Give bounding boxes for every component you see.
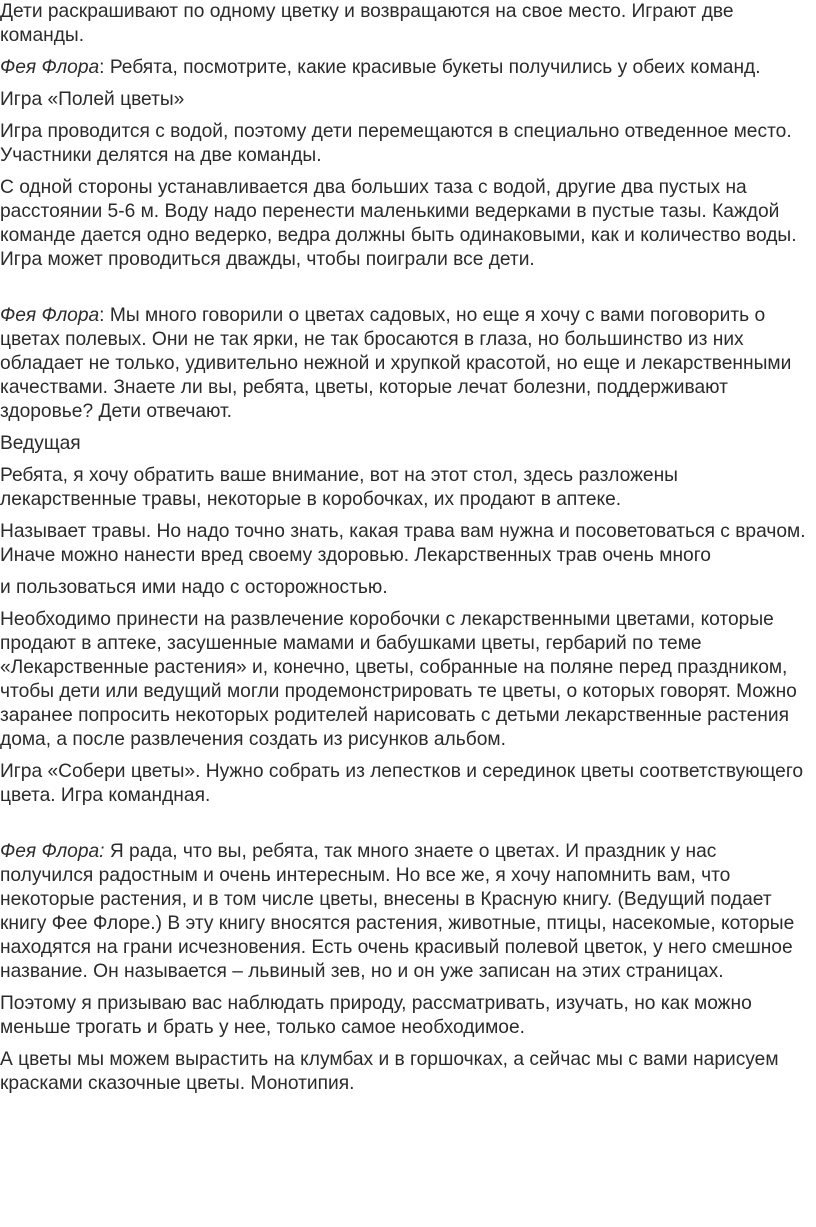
paragraph bbox=[0, 56, 814, 80]
paragraph-text: Необходимо принести на развлечение коробочки с лекарственными цветами, которые продают в аптеке, засушенные мамами и бабушками цветы, гербарий по теме «Лекарственные растения» и, конечно, цветы, собранные на поляне перед праздником, чтобы дети или ведущий могли продемонстрировать те цветы, о которых говорят. Можно заранее попросить некоторых родителей нарисовать с детьми лекарственные растения дома, а после развлечения создать из рисунков альбом. bbox=[0, 609, 797, 750]
paragraph bbox=[0, 176, 814, 272]
speaker-name: Фея Флора: bbox=[0, 841, 105, 862]
paragraph-text: : Ребята, посмотрите, какие красивые букеты получились у обеих команд. bbox=[99, 57, 761, 78]
paragraph-text: С одной стороны устанавливается два больших таза с водой, другие два пустых на расстоянии 5-6 м. Воду надо перенести маленькими ведерками в пустые тазы. Каждой команде дается одно ведерко, ведра должны быть одинаковыми, как и количество воды. Игра может проводиться дважды, чтобы поиграли все дети. bbox=[0, 177, 797, 270]
paragraph bbox=[0, 304, 814, 424]
paragraph-text: Игра «Полей цветы» bbox=[0, 89, 185, 110]
paragraph bbox=[0, 120, 814, 168]
paragraph-text: Называет травы. Но надо точно знать, какая трава вам нужна и посоветоваться с врачом. Иначе можно нанести вред своему здоровью. Лекарственных трав очень много bbox=[0, 521, 806, 566]
paragraph-text: Я рада, что вы, ребята, так много знаете о цветах. И праздник у нас получился радостным и очень интересным. Но все же, я хочу напомнить вам, что некоторые растения, и в том числе цветы, внесены в Красную книгу. (Ведущий подает книгу Фее Флоре.) В эту книгу вносятся растения, животные, птицы, насекомые, которые находятся на грани исчезновения. Есть очень красивый полевой цветок, у него смешное название. Он называется – львиный зев, но и он уже записан на этих страницах. bbox=[0, 841, 795, 982]
paragraph bbox=[0, 464, 814, 512]
role-label bbox=[0, 432, 814, 456]
paragraph-text: Поэтому я призываю вас наблюдать природу, рассматривать, изучать, но как можно меньше трогать и брать у нее, только самое необходимое. bbox=[0, 993, 752, 1038]
paragraph-text: А цветы мы можем вырастить на клумбах и в горшочках, а сейчас мы с вами нарисуем красками сказочные цветы. Монотипия. bbox=[0, 1049, 779, 1094]
paragraph bbox=[0, 520, 814, 568]
paragraph-text: Ведущая bbox=[0, 433, 81, 454]
paragraph bbox=[0, 1048, 814, 1096]
speaker-name: Фея Флора bbox=[0, 305, 100, 326]
paragraph bbox=[0, 0, 814, 48]
paragraph-text: Игра «Собери цветы». Нужно собрать из лепестков и серединок цветы соответствующего цвета. Игра командная. bbox=[0, 761, 804, 806]
game-heading bbox=[0, 88, 814, 112]
paragraph-text: Ребята, я хочу обратить ваше внимание, вот на этот стол, здесь разложены лекарственные травы, некоторые в коробочках, их продают в аптеке. bbox=[0, 465, 678, 510]
speaker-name: Фея Флора bbox=[0, 57, 100, 78]
paragraph bbox=[0, 840, 814, 984]
paragraph bbox=[0, 760, 814, 808]
paragraph bbox=[0, 576, 814, 600]
paragraph bbox=[0, 608, 814, 752]
paragraph-text: : Мы много говорили о цветах садовых, но еще я хочу с вами поговорить о цветах полевых. Они не так ярки, не так бросаются в глаза, но большинство из них обладает не только, удивительно нежной и хрупкой красотой, но еще и лекарственными качествами. Знаете ли вы, ребята, цветы, которые лечат болезни, поддерживают здоровье? Дети отвечают. bbox=[0, 305, 792, 422]
paragraph bbox=[0, 992, 814, 1040]
paragraph-text: Игра проводится с водой, поэтому дети перемещаются в специально отведенное место. Участники делятся на две команды. bbox=[0, 121, 792, 166]
paragraph-text: и пользоваться ими надо с осторожностью. bbox=[0, 577, 388, 598]
paragraph-text: Дети раскрашивают по одному цветку и возвращаются на свое место. Играют две команды. bbox=[0, 1, 734, 46]
